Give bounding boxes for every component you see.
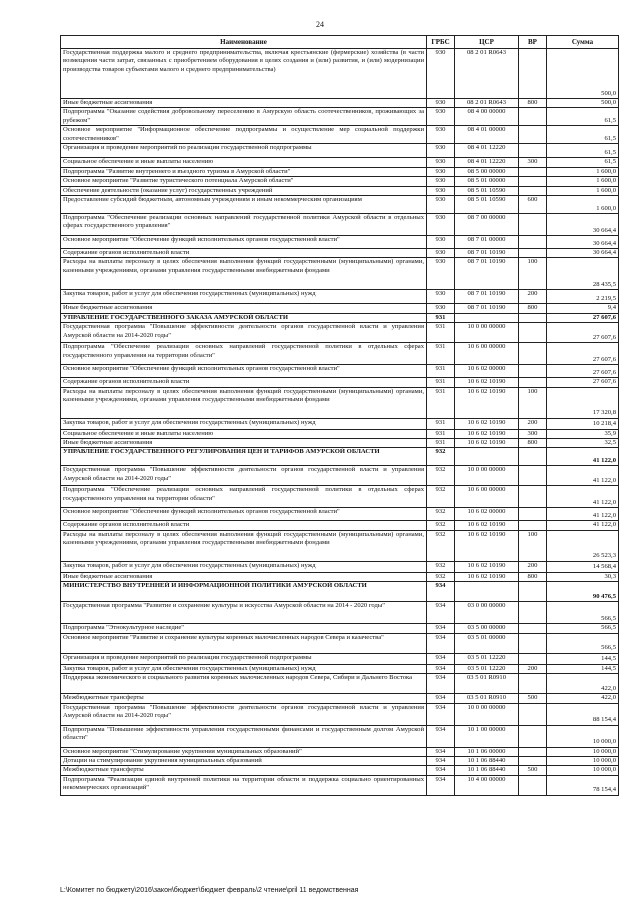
cell-csr: 08 4 00 00000 bbox=[455, 108, 519, 126]
cell-sum: 566,5 bbox=[547, 602, 619, 624]
cell-sum: 422,0 bbox=[547, 674, 619, 694]
cell-vr bbox=[519, 214, 547, 236]
cell-name: Расходы на выплаты персоналу в целях обеспечения выполнения функций государственными (муниципальными) органами, казенными учреждениями, органами управления государственными внебюджетными фондами bbox=[61, 258, 427, 290]
cell-csr: 10 6 00 00000 bbox=[455, 486, 519, 508]
cell-csr: 10 6 02 10190 bbox=[455, 530, 519, 561]
cell-sum: 10 000,0 bbox=[547, 756, 619, 765]
cell-grbs: 934 bbox=[427, 633, 455, 653]
cell-csr: 08 7 00 00000 bbox=[455, 214, 519, 236]
table-row bbox=[61, 448, 619, 466]
cell-vr: 200 bbox=[519, 290, 547, 304]
header-csr: ЦСР bbox=[455, 36, 519, 49]
cell-grbs: 931 bbox=[427, 313, 455, 322]
cell-grbs: 934 bbox=[427, 725, 455, 747]
table-row bbox=[61, 653, 619, 664]
cell-csr: 03 5 01 12220 bbox=[455, 653, 519, 664]
cell-csr: 08 7 01 10190 bbox=[455, 249, 519, 258]
cell-vr bbox=[519, 365, 547, 378]
table-row bbox=[61, 694, 619, 703]
cell-csr bbox=[455, 582, 519, 602]
cell-name: Государственная программа "Повышение эффективности деятельности органов государственной власти и управления Амурской области на 2014-2020 годы" bbox=[61, 323, 427, 343]
cell-csr: 10 1 06 00000 bbox=[455, 747, 519, 756]
cell-csr: 03 5 01 00000 bbox=[455, 633, 519, 653]
table-row bbox=[61, 521, 619, 530]
cell-sum: 1 600,0 bbox=[547, 196, 619, 214]
table-row bbox=[61, 418, 619, 429]
cell-vr bbox=[519, 186, 547, 195]
cell-name: Подпрограмма "Оказание содействия добровольному переселению в Амурскую область соотечественников, проживающих за рубежом" bbox=[61, 108, 427, 126]
header-sum: Сумма bbox=[547, 36, 619, 49]
cell-name: Подпрограмма "Обеспечение реализации основных направлений государственной политики в отдельных сферах государственного управления на территории области" bbox=[61, 343, 427, 365]
cell-vr bbox=[519, 653, 547, 664]
cell-csr: 08 5 01 00000 bbox=[455, 177, 519, 186]
cell-vr: 100 bbox=[519, 387, 547, 418]
cell-grbs: 930 bbox=[427, 249, 455, 258]
cell-name: Подпрограмма "Обеспечение реализации основных направлений государственной политики Амурской области в отдельных сферах государственного управления" bbox=[61, 214, 427, 236]
cell-grbs: 930 bbox=[427, 196, 455, 214]
cell-grbs: 930 bbox=[427, 186, 455, 195]
header-vr: ВР bbox=[519, 36, 547, 49]
cell-csr: 08 2 01 R0643 bbox=[455, 49, 519, 99]
cell-name: Организация и проведение мероприятий по реализации государственной подпрограммы bbox=[61, 144, 427, 158]
cell-grbs: 930 bbox=[427, 144, 455, 158]
cell-sum: 566,5 bbox=[547, 624, 619, 633]
cell-vr bbox=[519, 236, 547, 249]
cell-sum: 88 154,4 bbox=[547, 703, 619, 725]
table-row bbox=[61, 387, 619, 418]
cell-vr bbox=[519, 167, 547, 176]
table-row bbox=[61, 144, 619, 158]
cell-sum: 27 607,6 bbox=[547, 378, 619, 387]
table-row bbox=[61, 624, 619, 633]
cell-name: Обеспечение деятельности (оказание услуг) государственных учреждений bbox=[61, 186, 427, 195]
cell-name: Государственная программа "Повышение эффективности деятельности органов государственной власти и управления Амурской области на 2014-2020 годы" bbox=[61, 466, 427, 486]
cell-csr: 08 7 01 10190 bbox=[455, 304, 519, 313]
cell-name: Государственная программа "Развитие и сохранение культуры и искусства Амурской области на 2014 - 2020 годы" bbox=[61, 602, 427, 624]
cell-csr: 08 4 01 12220 bbox=[455, 144, 519, 158]
cell-grbs: 934 bbox=[427, 624, 455, 633]
table-row bbox=[61, 313, 619, 322]
table-row bbox=[61, 214, 619, 236]
cell-sum: 144,5 bbox=[547, 664, 619, 673]
cell-sum: 61,5 bbox=[547, 126, 619, 144]
cell-sum: 17 320,8 bbox=[547, 387, 619, 418]
cell-csr: 03 0 00 00000 bbox=[455, 602, 519, 624]
cell-grbs: 931 bbox=[427, 343, 455, 365]
cell-sum: 14 568,4 bbox=[547, 561, 619, 572]
table-row bbox=[61, 582, 619, 602]
cell-sum: 61,5 bbox=[547, 158, 619, 167]
table-row bbox=[61, 725, 619, 747]
cell-sum: 10 000,0 bbox=[547, 747, 619, 756]
cell-sum: 144,5 bbox=[547, 653, 619, 664]
cell-grbs: 931 bbox=[427, 378, 455, 387]
cell-grbs: 931 bbox=[427, 429, 455, 438]
table-row bbox=[61, 378, 619, 387]
cell-csr: 10 0 00 00000 bbox=[455, 703, 519, 725]
cell-name: УПРАВЛЕНИЕ ГОСУДАРСТВЕННОГО РЕГУЛИРОВАНИЯ ЦЕН И ТАРИФОВ АМУРСКОЙ ОБЛАСТИ bbox=[61, 448, 427, 466]
cell-grbs: 930 bbox=[427, 290, 455, 304]
cell-sum: 35,9 bbox=[547, 429, 619, 438]
cell-vr bbox=[519, 747, 547, 756]
cell-vr bbox=[519, 313, 547, 322]
cell-name: Закупка товаров, работ и услуг для обеспечения государственных (муниципальных) нужд bbox=[61, 664, 427, 673]
cell-name: Подпрограмма "Реализация единой внутренней политики на территории области и поддержка социально ориентированных некоммерческих организаций" bbox=[61, 775, 427, 795]
cell-grbs: 930 bbox=[427, 177, 455, 186]
cell-sum: 566,5 bbox=[547, 633, 619, 653]
cell-csr: 03 5 01 12220 bbox=[455, 664, 519, 673]
cell-name: Подпрограмма "Этнокультурное наследие" bbox=[61, 624, 427, 633]
cell-name: Основное мероприятие "Обеспечение функций исполнительных органов государственной власти" bbox=[61, 365, 427, 378]
cell-name: Основное мероприятие "Стимулирование укрупнения муниципальных образований" bbox=[61, 747, 427, 756]
cell-grbs: 932 bbox=[427, 448, 455, 466]
cell-grbs: 934 bbox=[427, 582, 455, 602]
cell-name: Предоставление субсидий бюджетным, автономным учреждениям и иным некоммерческим организациям bbox=[61, 196, 427, 214]
cell-name: Иные бюджетные ассигнования bbox=[61, 99, 427, 108]
table-row bbox=[61, 633, 619, 653]
cell-grbs: 932 bbox=[427, 530, 455, 561]
cell-grbs: 930 bbox=[427, 214, 455, 236]
cell-vr: 100 bbox=[519, 530, 547, 561]
cell-grbs: 934 bbox=[427, 653, 455, 664]
cell-vr: 500 bbox=[519, 766, 547, 775]
cell-csr: 03 5 00 00000 bbox=[455, 624, 519, 633]
cell-vr: 200 bbox=[519, 418, 547, 429]
table-row bbox=[61, 249, 619, 258]
cell-sum: 41 122,0 bbox=[547, 521, 619, 530]
cell-name: Иные бюджетные ассигнования bbox=[61, 439, 427, 448]
cell-grbs: 931 bbox=[427, 439, 455, 448]
cell-csr: 03 5 01 R0910 bbox=[455, 694, 519, 703]
cell-name: УПРАВЛЕНИЕ ГОСУДАРСТВЕННОГО ЗАКАЗА АМУРСКОЙ ОБЛАСТИ bbox=[61, 313, 427, 322]
cell-grbs: 932 bbox=[427, 486, 455, 508]
cell-vr bbox=[519, 448, 547, 466]
table-row bbox=[61, 323, 619, 343]
table-body bbox=[61, 49, 619, 796]
cell-sum: 30 664,4 bbox=[547, 236, 619, 249]
cell-grbs: 931 bbox=[427, 365, 455, 378]
cell-grbs: 930 bbox=[427, 236, 455, 249]
page-number: 24 bbox=[316, 20, 324, 29]
cell-grbs: 930 bbox=[427, 258, 455, 290]
cell-csr: 08 4 01 12220 bbox=[455, 158, 519, 167]
cell-vr bbox=[519, 486, 547, 508]
table-row bbox=[61, 429, 619, 438]
cell-name: Иные бюджетные ассигнования bbox=[61, 572, 427, 581]
cell-sum: 27 607,6 bbox=[547, 313, 619, 322]
cell-name: Закупка товаров, работ и услуг для обеспечения государственных (муниципальных) нужд bbox=[61, 290, 427, 304]
table-row bbox=[61, 108, 619, 126]
cell-grbs: 932 bbox=[427, 572, 455, 581]
cell-grbs: 931 bbox=[427, 387, 455, 418]
cell-grbs: 934 bbox=[427, 747, 455, 756]
cell-grbs: 934 bbox=[427, 703, 455, 725]
table-row bbox=[61, 486, 619, 508]
cell-name: Основное мероприятие "Развитие и сохранение культуры коренных малочисленных народов Севера и казачества" bbox=[61, 633, 427, 653]
cell-csr: 10 6 02 10190 bbox=[455, 439, 519, 448]
cell-csr: 08 7 01 00000 bbox=[455, 236, 519, 249]
cell-csr: 03 5 01 R0910 bbox=[455, 674, 519, 694]
cell-vr bbox=[519, 633, 547, 653]
cell-sum: 10 000,0 bbox=[547, 725, 619, 747]
table-row bbox=[61, 439, 619, 448]
cell-grbs: 934 bbox=[427, 694, 455, 703]
cell-csr: 10 6 02 10190 bbox=[455, 561, 519, 572]
cell-sum: 1 600,0 bbox=[547, 177, 619, 186]
cell-grbs: 934 bbox=[427, 664, 455, 673]
cell-name: Закупка товаров, работ и услуг для обеспечения государственных (муниципальных) нужд bbox=[61, 418, 427, 429]
cell-name: Основное мероприятие "Обеспечение функций исполнительных органов государственной власти" bbox=[61, 236, 427, 249]
cell-sum: 30 664,4 bbox=[547, 214, 619, 236]
table-row bbox=[61, 236, 619, 249]
cell-name: Государственная программа "Повышение эффективности деятельности органов государственной власти и управления Амурской области на 2014-2020 годы" bbox=[61, 703, 427, 725]
cell-grbs: 932 bbox=[427, 521, 455, 530]
cell-csr: 10 6 02 10190 bbox=[455, 378, 519, 387]
table-row bbox=[61, 756, 619, 765]
table-row bbox=[61, 466, 619, 486]
cell-vr: 200 bbox=[519, 664, 547, 673]
cell-grbs: 932 bbox=[427, 561, 455, 572]
cell-sum: 41 122,0 bbox=[547, 466, 619, 486]
cell-vr: 800 bbox=[519, 572, 547, 581]
table-row bbox=[61, 167, 619, 176]
cell-grbs: 930 bbox=[427, 158, 455, 167]
table-row bbox=[61, 530, 619, 561]
cell-vr bbox=[519, 521, 547, 530]
cell-vr bbox=[519, 177, 547, 186]
footer-file-path: L:\Комитет по бюджету\2016\закон\бюджет\бюджет февраль\2 чтение\pril 11 ведомственная bbox=[60, 887, 359, 894]
cell-name: Государственная поддержка малого и среднего предпринимательства, включая крестьянские (фермерские) хозяйства (в части возмещения части затрат, связанных с приобретением оборудования в целях создания и (или) развития, и (или) модернизации производства товаров субъектами малого и среднего предпринимательства) bbox=[61, 49, 427, 99]
cell-vr bbox=[519, 674, 547, 694]
cell-csr: 08 5 00 00000 bbox=[455, 167, 519, 176]
cell-vr bbox=[519, 126, 547, 144]
cell-name: Иные бюджетные ассигнования bbox=[61, 304, 427, 313]
table-row bbox=[61, 602, 619, 624]
header-grbs: ГРБС bbox=[427, 36, 455, 49]
table-row bbox=[61, 304, 619, 313]
header-name: Наименование bbox=[61, 36, 427, 49]
table-row bbox=[61, 508, 619, 521]
cell-grbs: 930 bbox=[427, 304, 455, 313]
cell-vr bbox=[519, 249, 547, 258]
cell-name: Межбюджетные трансферты bbox=[61, 766, 427, 775]
cell-name: Основное мероприятие "Информационное обеспечение подпрограммы и осуществление мер социальной поддержки соотечественников" bbox=[61, 126, 427, 144]
cell-grbs: 934 bbox=[427, 766, 455, 775]
cell-sum: 41 122,0 bbox=[547, 448, 619, 466]
cell-name: Подпрограмма "Повышение эффективности управления государственными финансами и государственным долгом Амурской области" bbox=[61, 725, 427, 747]
cell-sum: 41 122,0 bbox=[547, 486, 619, 508]
cell-vr bbox=[519, 323, 547, 343]
cell-csr: 10 6 02 00000 bbox=[455, 365, 519, 378]
table-header-row bbox=[61, 36, 619, 49]
cell-grbs: 930 bbox=[427, 99, 455, 108]
table-row bbox=[61, 290, 619, 304]
cell-csr: 08 5 01 10590 bbox=[455, 196, 519, 214]
cell-grbs: 934 bbox=[427, 674, 455, 694]
cell-vr bbox=[519, 466, 547, 486]
cell-sum: 26 523,3 bbox=[547, 530, 619, 561]
cell-sum: 32,5 bbox=[547, 439, 619, 448]
table-row bbox=[61, 186, 619, 195]
cell-csr: 10 6 00 00000 bbox=[455, 343, 519, 365]
cell-vr bbox=[519, 725, 547, 747]
table-row bbox=[61, 572, 619, 581]
table-row bbox=[61, 99, 619, 108]
cell-sum: 61,5 bbox=[547, 144, 619, 158]
cell-csr bbox=[455, 448, 519, 466]
table-row bbox=[61, 177, 619, 186]
cell-vr bbox=[519, 508, 547, 521]
cell-sum: 500,0 bbox=[547, 49, 619, 99]
table-row bbox=[61, 703, 619, 725]
cell-vr bbox=[519, 343, 547, 365]
cell-grbs: 930 bbox=[427, 49, 455, 99]
cell-csr: 08 4 01 00000 bbox=[455, 126, 519, 144]
cell-csr: 08 7 01 10190 bbox=[455, 290, 519, 304]
cell-vr bbox=[519, 775, 547, 795]
cell-grbs: 932 bbox=[427, 466, 455, 486]
cell-vr bbox=[519, 582, 547, 602]
cell-grbs: 934 bbox=[427, 602, 455, 624]
cell-csr: 10 6 02 10190 bbox=[455, 429, 519, 438]
table-row bbox=[61, 196, 619, 214]
cell-sum: 61,5 bbox=[547, 108, 619, 126]
cell-csr: 10 0 00 00000 bbox=[455, 323, 519, 343]
cell-csr: 10 6 02 00000 bbox=[455, 508, 519, 521]
cell-csr: 10 6 02 10190 bbox=[455, 521, 519, 530]
cell-sum: 2 219,5 bbox=[547, 290, 619, 304]
cell-sum: 9,4 bbox=[547, 304, 619, 313]
cell-sum: 27 607,6 bbox=[547, 343, 619, 365]
cell-csr: 10 6 02 10190 bbox=[455, 387, 519, 418]
cell-sum: 41 122,0 bbox=[547, 508, 619, 521]
cell-csr: 08 2 01 R0643 bbox=[455, 99, 519, 108]
cell-csr: 10 1 00 00000 bbox=[455, 725, 519, 747]
cell-name: Закупка товаров, работ и услуг для обеспечения государственных (муниципальных) нужд bbox=[61, 561, 427, 572]
cell-sum: 30 664,4 bbox=[547, 249, 619, 258]
cell-name: Социальное обеспечение и иные выплаты населению bbox=[61, 158, 427, 167]
cell-name: Содержание органов исполнительной власти bbox=[61, 521, 427, 530]
table-row bbox=[61, 258, 619, 290]
cell-csr: 10 6 02 10190 bbox=[455, 418, 519, 429]
cell-vr: 500 bbox=[519, 694, 547, 703]
cell-sum: 27 607,6 bbox=[547, 323, 619, 343]
cell-name: Расходы на выплаты персоналу в целях обеспечения выполнения функций государственными (муниципальными) органами, казенными учреждениями, органами управления государственными внебюджетными фондами bbox=[61, 387, 427, 418]
table-row bbox=[61, 365, 619, 378]
cell-sum: 30,3 bbox=[547, 572, 619, 581]
table-row bbox=[61, 766, 619, 775]
cell-grbs: 930 bbox=[427, 126, 455, 144]
cell-grbs: 930 bbox=[427, 108, 455, 126]
cell-vr: 300 bbox=[519, 429, 547, 438]
table-row bbox=[61, 561, 619, 572]
cell-csr: 10 0 00 00000 bbox=[455, 466, 519, 486]
cell-name: Расходы на выплаты персоналу в целях обеспечения выполнения функций государственными (муниципальными) органами, казенными учреждениями, органами управления государственными внебюджетными фондами bbox=[61, 530, 427, 561]
cell-vr bbox=[519, 144, 547, 158]
table-row bbox=[61, 674, 619, 694]
cell-vr bbox=[519, 378, 547, 387]
cell-name: Дотации на стимулирование укрупнения муниципальных образований bbox=[61, 756, 427, 765]
cell-grbs: 934 bbox=[427, 775, 455, 795]
cell-grbs: 931 bbox=[427, 418, 455, 429]
table-row bbox=[61, 126, 619, 144]
cell-name: Основное мероприятие "Обеспечение функций исполнительных органов государственной власти" bbox=[61, 508, 427, 521]
table-row bbox=[61, 775, 619, 795]
table-row bbox=[61, 343, 619, 365]
cell-name: Содержание органов исполнительной власти bbox=[61, 378, 427, 387]
cell-vr: 800 bbox=[519, 304, 547, 313]
cell-vr bbox=[519, 49, 547, 99]
cell-sum: 78 154,4 bbox=[547, 775, 619, 795]
cell-csr: 10 1 06 88440 bbox=[455, 766, 519, 775]
cell-sum: 1 600,0 bbox=[547, 167, 619, 176]
cell-csr: 10 4 00 00000 bbox=[455, 775, 519, 795]
cell-name: МИНИСТЕРСТВО ВНУТРЕННЕЙ И ИНФОРМАЦИОННОЙ ПОЛИТИКИ АМУРСКОЙ ОБЛАСТИ bbox=[61, 582, 427, 602]
cell-vr bbox=[519, 756, 547, 765]
cell-name: Социальное обеспечение и иные выплаты населению bbox=[61, 429, 427, 438]
cell-csr: 08 7 01 10190 bbox=[455, 258, 519, 290]
table-row bbox=[61, 664, 619, 673]
table-row bbox=[61, 158, 619, 167]
cell-vr: 800 bbox=[519, 439, 547, 448]
cell-name: Содержание органов исполнительной власти bbox=[61, 249, 427, 258]
cell-name: Межбюджетные трансферты bbox=[61, 694, 427, 703]
cell-vr bbox=[519, 624, 547, 633]
cell-csr: 10 6 02 10190 bbox=[455, 572, 519, 581]
cell-grbs: 930 bbox=[427, 167, 455, 176]
cell-sum: 1 600,0 bbox=[547, 186, 619, 195]
cell-name: Поддержка экономического и социального развития коренных малочисленных народов Севера, Сибири и Дальнего Востока bbox=[61, 674, 427, 694]
cell-vr: 600 bbox=[519, 196, 547, 214]
cell-csr: 08 5 01 10590 bbox=[455, 186, 519, 195]
cell-csr bbox=[455, 313, 519, 322]
cell-grbs: 934 bbox=[427, 756, 455, 765]
cell-name: Подпрограмма "Обеспечение реализации основных направлений государственной политики в отдельных сферах государственного управления на территории области" bbox=[61, 486, 427, 508]
cell-vr: 200 bbox=[519, 561, 547, 572]
cell-vr bbox=[519, 602, 547, 624]
cell-vr: 300 bbox=[519, 158, 547, 167]
table-row bbox=[61, 747, 619, 756]
budget-table bbox=[60, 35, 619, 796]
cell-sum: 27 607,6 bbox=[547, 365, 619, 378]
cell-vr: 100 bbox=[519, 258, 547, 290]
table-row bbox=[61, 49, 619, 99]
cell-csr: 10 1 06 88440 bbox=[455, 756, 519, 765]
cell-sum: 422,0 bbox=[547, 694, 619, 703]
cell-sum: 90 476,5 bbox=[547, 582, 619, 602]
cell-name: Основное мероприятие "Развитие туристического потенциала Амурской области" bbox=[61, 177, 427, 186]
cell-vr bbox=[519, 703, 547, 725]
cell-grbs: 932 bbox=[427, 508, 455, 521]
cell-sum: 500,0 bbox=[547, 99, 619, 108]
cell-sum: 10 000,0 bbox=[547, 766, 619, 775]
cell-name: Организация и проведение мероприятий по реализации государственной подпрограммы bbox=[61, 653, 427, 664]
cell-grbs: 931 bbox=[427, 323, 455, 343]
cell-vr bbox=[519, 108, 547, 126]
cell-vr: 800 bbox=[519, 99, 547, 108]
cell-name: Подпрограмма "Развитие внутреннего и въездного туризма в Амурской области" bbox=[61, 167, 427, 176]
cell-sum: 10 218,4 bbox=[547, 418, 619, 429]
cell-sum: 28 435,5 bbox=[547, 258, 619, 290]
